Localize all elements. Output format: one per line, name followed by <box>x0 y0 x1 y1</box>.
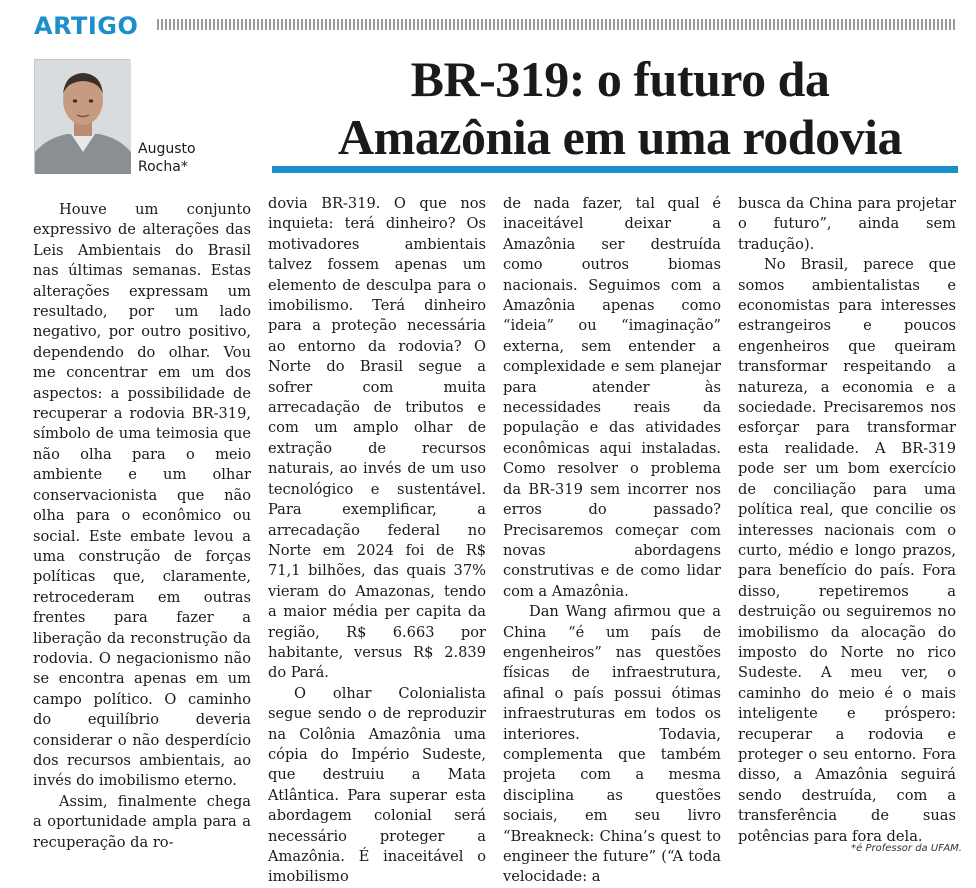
paragraph: Houve um conjunto expressivo de alterações das Leis Ambientais do Brasil nas últimas semanas. Estas alterações expressam um resultado, por um lado negativo, por outro positivo, dependendo do olhar. Vou me concentrar em um dos aspectos: a possibilidade de recuperar a rodovia BR-319, símbolo de uma teimosia que não olha para o meio ambiente e um olhar conservacionista que não olha para o econômico ou social. Este embate levou a uma construção de forças políticas que, claramente, retrocederam em outras frentes para fazer a liberação da reconstrução da rodovia. O negacionismo não se encontra apenas em um campo político. O caminho do equilíbrio deveria considerar o não desperdício dos recursos ambientais, ao invés do imobilismo eterno. <box>33 201 251 790</box>
section-kicker: ARTIGO <box>34 12 139 40</box>
article-column-3 <box>503 194 721 888</box>
author-first-name: Augusto <box>138 141 196 157</box>
paragraph: O olhar Colonialista segue sendo o de reproduzir na Colônia Amazônia uma cópia do Império Sudeste, que destruiu a Mata Atlântica. Para superar esta abordagem colonial será necessário proteger a Amazônia. É inaceitável o imobilismo <box>268 684 486 886</box>
paragraph: Assim, finalmente chega a oportunidade ampla para a recuperação da ro- <box>33 792 251 851</box>
author-portrait-icon <box>35 60 131 174</box>
paragraph: busca da China para projetar o futuro”, ainda sem tradução). <box>738 195 956 253</box>
article-column-1 <box>33 200 251 853</box>
paragraph: de nada fazer, tal qual é inaceitável deixar a Amazônia ser destruída como outros biomas nacionais. Seguimos com a Amazônia apenas como “ideia” ou “imaginação” externa, sem entender a complexidade e sem planejar para atender às necessidades reais da população e das atividades econômicas aqui instaladas. Como resolver o problema da BR-319 sem incorrer nos erros do passado? Precisaremos começar com novas abordagens construtivas e de como lidar com a Amazônia. <box>503 195 721 600</box>
paragraph: No Brasil, parece que somos ambientalistas e economistas para interesses estrangeiros e poucos engenheiros que queiram transformar respeitando a natureza, a economia e a sociedade. Precisaremos nos esforçar para transformar esta realidade. A BR-319 pode ser um bom exercício de conciliação para uma política real, que concilie os interesses nacionais com o curto, médio e longo prazos, para benefício do país. Fora disso, repetiremos a destruição ou seguiremos no imobilismo da alocação do imposto do Norte no rico Sudeste. A meu ver, o caminho do meio é o mais inteligente e próspero: recuperar a rodovia e proteger o seu entorno. Fora disso, a Amazônia seguirá sendo destruída, com a transferência de suas potências para fora dela. <box>738 256 956 845</box>
article-column-4 <box>738 194 956 847</box>
author-photo <box>34 59 130 173</box>
author-name <box>138 140 196 176</box>
headline <box>282 50 958 166</box>
paragraph: Dan Wang afirmou que a China “é um país de engenheiros” nas questões físicas de infraestrutura, afinal o país possui ótimas infraestruturas em todos os interiores. Todavia, complementa que também projeta com a mesma disciplina as questões sociais, em seu livro “Breakneck: China’s quest to engineer the future” (“A toda velocidade: a <box>503 603 721 886</box>
headline-line-2: Amazônia em uma rodovia <box>338 109 902 165</box>
headline-rule <box>272 166 958 173</box>
author-last-name: Rocha* <box>138 159 188 175</box>
headline-line-1: BR-319: o futuro da <box>410 51 830 107</box>
dotted-divider <box>157 19 957 30</box>
paragraph: dovia BR-319. O que nos inquieta: terá dinheiro? Os motivadores ambientais talvez fossem apenas um elemento de desculpa para o imobilismo. Terá dinheiro para a proteção necessária ao entorno da rodovia? O Norte do Brasil segue a sofrer com muita arrecadação de tributos e com um amplo olhar de extração de recursos naturais, ao invés de um uso tecnológico e sustentável. Para exemplificar, a arrecadação federal no Norte em 2024 foi de R$ 71,1 bilhões, das quais 37% vieram do Amazonas, tendo a maior média per capita da região, R$ 6.663 por habitante, versus R$ 2.839 do Pará. <box>268 195 486 682</box>
author-footnote: *é Professor da UFAM. <box>851 843 962 854</box>
article-column-2 <box>268 194 486 888</box>
